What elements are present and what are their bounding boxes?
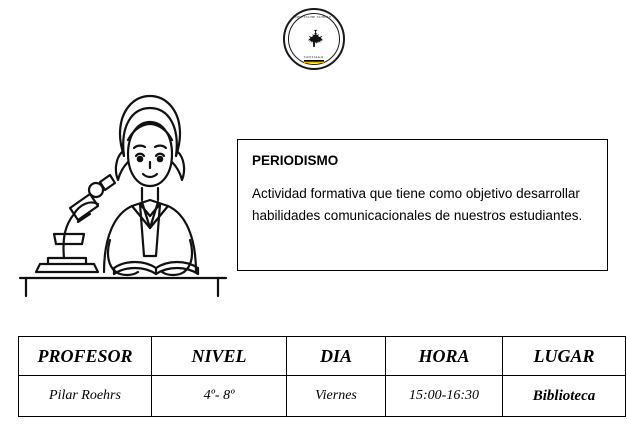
cell-nivel: 4º- 8º	[152, 376, 287, 417]
activity-info-table	[18, 336, 626, 417]
logo-container	[0, 8, 627, 70]
header-profesor: PROFESOR	[19, 337, 152, 376]
crest-top-text: DEUTSCHE SCHULE	[295, 15, 332, 19]
german-flag-icon	[304, 60, 324, 64]
description-box	[237, 139, 608, 271]
header-nivel: NIVEL	[152, 337, 287, 376]
header-lugar: LUGAR	[503, 337, 626, 376]
cell-dia: Viernes	[287, 376, 386, 417]
activity-description: Actividad formativa que tiene como objetivo desarrollar habilidades comunicacionales de nuestros estudiantes.	[252, 185, 583, 223]
activity-title: PERIODISMO	[252, 153, 339, 168]
cell-profesor: Pilar Roehrs	[19, 376, 152, 417]
header-dia: DIA	[287, 337, 386, 376]
cell-hora: 15:00-16:30	[386, 376, 503, 417]
table-header-row	[19, 337, 626, 376]
illustration-woman-scientist	[18, 82, 228, 302]
cell-lugar: Biblioteca	[503, 376, 626, 417]
table-row	[19, 376, 626, 417]
crest-bottom-text: SANTIAGO	[303, 55, 324, 59]
header-hora: HORA	[386, 337, 503, 376]
school-crest-icon	[283, 8, 345, 70]
